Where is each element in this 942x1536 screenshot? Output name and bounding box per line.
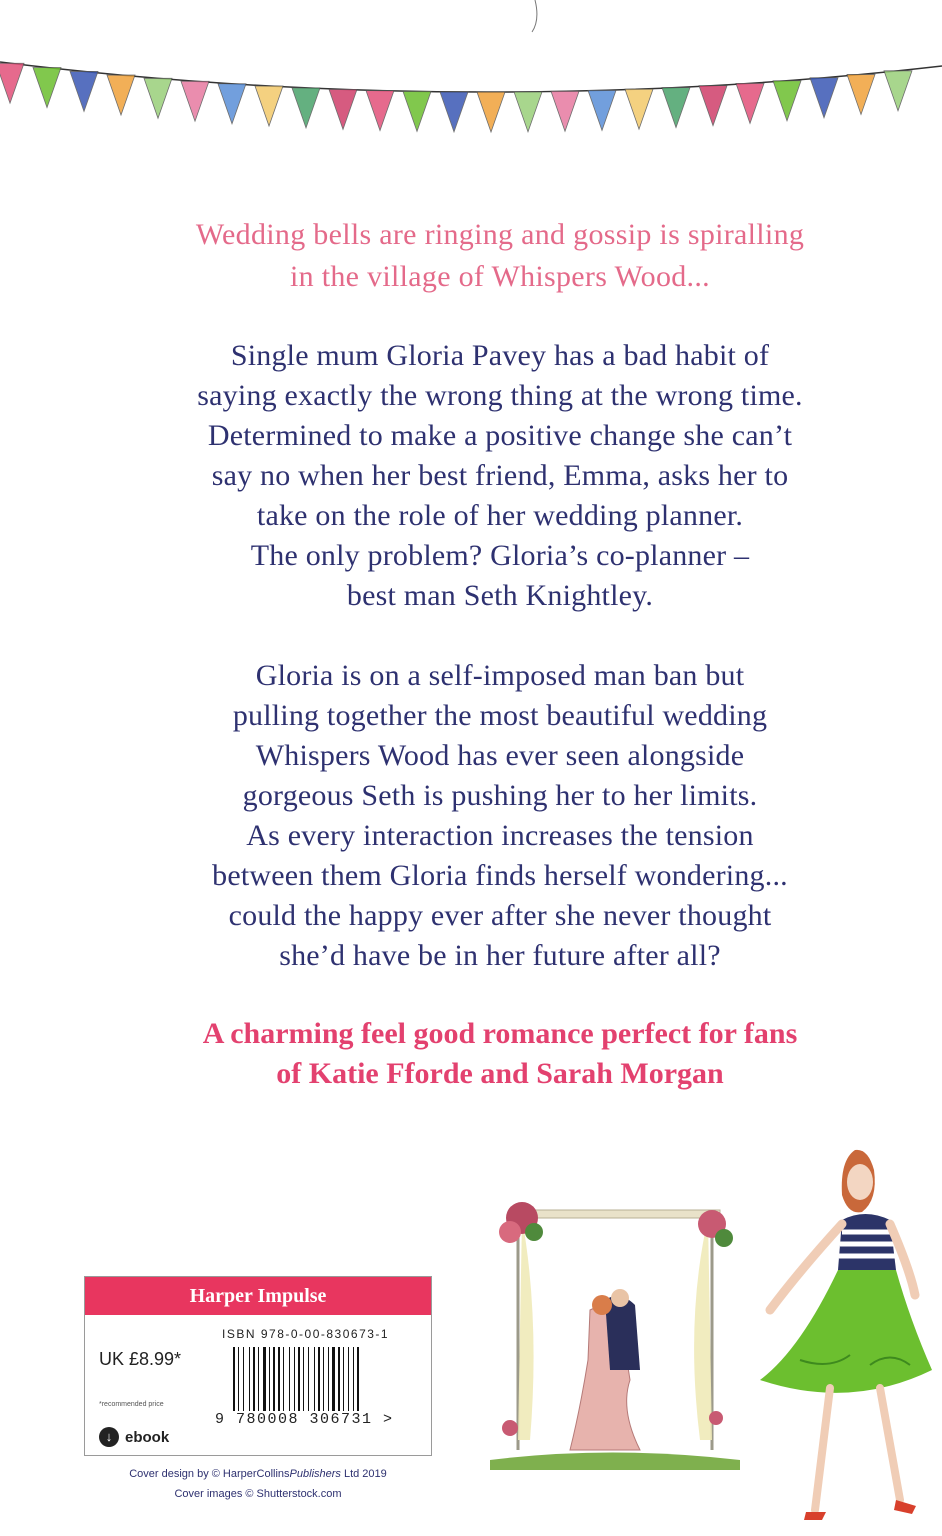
bunting-flag	[255, 86, 283, 126]
barcode-bar	[278, 1347, 280, 1411]
pitch-line: of Katie Fforde and Sarah Morgan	[276, 1057, 724, 1090]
isbn-label: ISBN 978-0-00-830673-1	[222, 1327, 390, 1341]
barcode-bar	[328, 1347, 329, 1411]
bunting-flag	[144, 78, 172, 118]
bunting-flag	[292, 88, 320, 128]
barcode	[233, 1347, 408, 1411]
bunting-flag	[514, 92, 542, 132]
barcode-bar	[298, 1347, 300, 1411]
barcode-bar	[308, 1347, 309, 1411]
ebook-label: ebook	[125, 1428, 170, 1446]
blurb-line: pulling together the most beautiful wedding	[232, 699, 768, 732]
barcode-bar	[269, 1347, 270, 1411]
bunting-flag	[107, 75, 135, 115]
ebook-badge	[99, 1427, 169, 1447]
blurb-line: could the happy ever after she never thought	[228, 899, 772, 932]
bunting-flag	[477, 92, 505, 132]
blurb-line: take on the role of her wedding planner.	[256, 499, 744, 532]
credit-suffix: Ltd 2019	[340, 1468, 387, 1480]
bunting-flag	[440, 92, 468, 132]
barcode-bar	[243, 1347, 244, 1411]
bunting-flag	[662, 88, 690, 128]
barcode-bar	[338, 1347, 340, 1411]
cover-illustration	[470, 1120, 942, 1536]
credit-line-design	[84, 1464, 432, 1484]
download-icon: ↓	[99, 1427, 119, 1447]
woman-illustration	[760, 1150, 932, 1520]
bunting-flag	[218, 84, 246, 124]
barcode-bar	[357, 1347, 359, 1411]
barcode-bar	[294, 1347, 295, 1411]
barcode-bar	[343, 1347, 344, 1411]
barcode-bar	[348, 1347, 349, 1411]
bunting-flag	[810, 78, 838, 118]
blurb-paragraph-2	[100, 656, 900, 976]
bunting-flag	[699, 86, 727, 126]
pitch-line: A charming feel good romance perfect for fans	[202, 1017, 798, 1050]
bunting-flag	[0, 63, 24, 103]
bunting-flag	[329, 89, 357, 129]
credit-line-images: Cover images © Shutterstock.com	[174, 1488, 342, 1500]
bunting-flag	[366, 91, 394, 131]
price-barcode-box	[84, 1276, 432, 1456]
bunting-flag	[847, 74, 875, 114]
blurb-line: between them Gloria finds herself wondering...	[212, 859, 788, 892]
wedding-arch-illustration	[490, 1202, 740, 1470]
imprint-banner: Harper Impulse	[85, 1277, 431, 1315]
barcode-bar	[289, 1347, 290, 1411]
cover-credits	[84, 1464, 432, 1504]
bunting-flag	[736, 83, 764, 123]
bunting-flag	[551, 91, 579, 131]
barcode-bar	[332, 1347, 335, 1411]
barcode-bar	[303, 1347, 304, 1411]
barcode-bar	[238, 1347, 239, 1411]
blurb-line: gorgeous Seth is pushing her to her limits.	[242, 779, 758, 812]
bunting-flag	[884, 71, 912, 111]
blurb-line: Whispers Wood has ever seen alongside	[255, 739, 745, 772]
barcode-bar	[263, 1347, 266, 1411]
credit-italic: Publishers	[289, 1468, 341, 1480]
barcode-bar	[249, 1347, 250, 1411]
tagline-line: in the village of Whispers Wood...	[290, 260, 710, 293]
barcode-bar	[273, 1347, 275, 1411]
bunting-decoration	[0, 0, 942, 160]
credit-prefix: Cover design by © HarperCollins	[129, 1468, 290, 1480]
barcode-digits: 9 780008 306731 >	[215, 1411, 394, 1428]
rrp-note: *recommended price	[99, 1401, 164, 1408]
bunting-flag	[70, 71, 98, 111]
barcode-bar	[253, 1347, 255, 1411]
bunting-flag	[403, 91, 431, 131]
barcode-bar	[318, 1347, 320, 1411]
blurb-line: Single mum Gloria Pavey has a bad habit of	[230, 339, 770, 372]
blurb-line: best man Seth Knightley.	[346, 579, 654, 612]
barcode-bar	[233, 1347, 235, 1411]
barcode-bar	[283, 1347, 284, 1411]
blurb-line: say no when her best friend, Emma, asks her to	[211, 459, 789, 492]
blurb-line: saying exactly the wrong thing at the wrong time.	[197, 379, 803, 412]
blurb-line: Gloria is on a self-imposed man ban but	[255, 659, 745, 692]
blurb-line: As every interaction increases the tension	[246, 819, 754, 852]
pitch-text	[100, 1014, 900, 1094]
blurb-line: she’d have be in her future after all?	[279, 939, 721, 972]
tagline-line: Wedding bells are ringing and gossip is spiralling	[195, 218, 805, 251]
bunting-flag	[588, 90, 616, 130]
bunting-flag	[625, 89, 653, 129]
bunting-flag	[33, 68, 61, 108]
blurb-line: Determined to make a positive change she can’t	[207, 419, 793, 452]
blurb-line: The only problem? Gloria’s co-planner –	[250, 539, 750, 572]
barcode-bar	[353, 1347, 354, 1411]
price-label: UK £8.99*	[99, 1349, 182, 1369]
tagline	[100, 214, 900, 298]
blurb-paragraph-1	[100, 336, 900, 616]
bunting-flag	[181, 81, 209, 121]
bunting-flag	[773, 81, 801, 121]
barcode-bar	[323, 1347, 324, 1411]
barcode-bar	[314, 1347, 315, 1411]
barcode-bar	[258, 1347, 259, 1411]
